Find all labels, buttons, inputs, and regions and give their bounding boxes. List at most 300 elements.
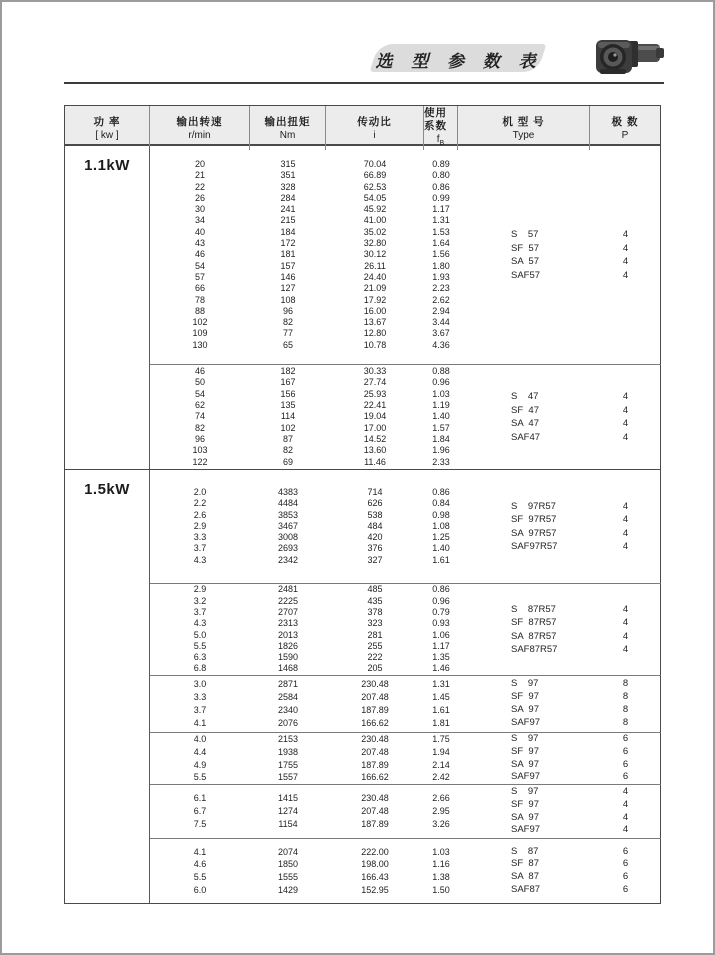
torque-cell: 4383 xyxy=(277,486,299,497)
poles-cell: 4 xyxy=(622,431,629,443)
type-label: SF 97 xyxy=(511,745,539,757)
torque-cell: 167 xyxy=(280,377,296,388)
table-row xyxy=(150,858,458,871)
torque-cell: 1557 xyxy=(277,772,299,783)
service-factor-cell: 1.17 xyxy=(432,204,450,215)
ratio-cell: 378 xyxy=(367,606,383,617)
service-factor-cell: 1.45 xyxy=(432,692,450,703)
type-row xyxy=(458,691,661,704)
type-label: SF 57 xyxy=(511,242,539,254)
type-label: SAF97R57 xyxy=(511,541,558,552)
table-row xyxy=(150,596,458,607)
ratio-cell: 198.00 xyxy=(361,859,389,870)
ratio-cell: 10.78 xyxy=(363,339,387,350)
ratio-cell: 281 xyxy=(367,629,383,640)
power-section xyxy=(65,469,660,903)
speed-cell: 96 xyxy=(194,433,205,444)
torque-cell: 127 xyxy=(280,283,296,294)
speed-cell: 5.5 xyxy=(193,640,207,651)
torque-cell: 3853 xyxy=(277,509,299,520)
service-factor-cell: 1.84 xyxy=(432,433,450,444)
torque-cell: 2871 xyxy=(277,679,299,690)
type-row xyxy=(458,771,661,784)
speed-cell: 4.9 xyxy=(193,759,207,770)
torque-cell: 2707 xyxy=(277,606,299,617)
service-factor-cell: 3.67 xyxy=(432,328,450,339)
poles-cell: 4 xyxy=(622,229,629,240)
type-label: SAF47 xyxy=(511,431,541,443)
speed-cell: 5.5 xyxy=(193,872,207,883)
ratio-cell: 32.80 xyxy=(363,238,387,249)
speed-cell: 7.5 xyxy=(193,819,207,830)
service-factor-cell: 4.36 xyxy=(432,339,450,350)
table-row xyxy=(150,584,458,595)
type-label: SF 97 xyxy=(511,798,539,810)
table-row xyxy=(150,498,458,509)
type-row xyxy=(458,513,661,527)
type-label: S 47 xyxy=(511,391,539,402)
torque-cell: 1468 xyxy=(277,663,299,674)
type-label: S 97 xyxy=(511,733,539,744)
service-factor-cell: 1.35 xyxy=(432,652,450,663)
table-row xyxy=(150,215,458,226)
torque-cell: 2481 xyxy=(277,584,299,595)
service-factor-cell: 1.94 xyxy=(432,746,450,757)
service-factor-cell: 1.31 xyxy=(432,679,450,690)
type-row xyxy=(458,242,661,256)
ratio-cell: 13.60 xyxy=(363,445,387,456)
header-col-type: 机 型 号 Type xyxy=(458,106,590,150)
poles-cell: 6 xyxy=(622,771,629,783)
torque-cell: 1274 xyxy=(277,806,299,817)
service-factor-cell: 0.79 xyxy=(432,606,450,617)
type-row xyxy=(458,269,661,283)
speed-cell: 6.7 xyxy=(193,806,207,817)
torque-cell: 77 xyxy=(282,328,293,339)
torque-cell: 184 xyxy=(280,226,296,237)
ratio-cell: 230.48 xyxy=(361,734,389,744)
speed-cell: 20 xyxy=(194,158,205,169)
type-row xyxy=(458,717,661,730)
torque-cell: 351 xyxy=(280,170,296,181)
torque-cell: 82 xyxy=(282,445,293,456)
table-row xyxy=(150,846,458,859)
ratio-block xyxy=(150,675,661,732)
table-row xyxy=(150,771,458,784)
speed-cell: 4.1 xyxy=(193,717,207,728)
service-factor-cell: 1.93 xyxy=(432,271,450,282)
type-label: SA 97 xyxy=(511,811,539,823)
type-row xyxy=(458,678,661,691)
table-row xyxy=(150,704,458,717)
type-label: SA 97 xyxy=(511,704,539,715)
table-row xyxy=(150,630,458,641)
torque-cell: 215 xyxy=(280,215,296,226)
poles-cell: 4 xyxy=(622,514,629,525)
service-factor-cell: 1.64 xyxy=(432,238,450,249)
speed-cell: 54 xyxy=(194,388,205,399)
speed-cell: 2.0 xyxy=(193,486,207,497)
speed-cell: 46 xyxy=(194,366,205,377)
type-row xyxy=(458,799,661,812)
poles-cell: 6 xyxy=(622,871,629,883)
ratio-cell: 45.92 xyxy=(363,204,387,215)
torque-cell: 2076 xyxy=(277,717,299,728)
table-row xyxy=(150,411,458,422)
section-blocks xyxy=(150,470,661,903)
type-row xyxy=(458,704,661,717)
table-row xyxy=(150,182,458,193)
type-label: SA 87 xyxy=(511,871,539,883)
service-factor-cell: 2.66 xyxy=(432,793,450,804)
ratio-cell: 21.09 xyxy=(363,283,387,294)
service-factor-cell: 1.03 xyxy=(432,388,450,399)
type-row xyxy=(458,417,661,431)
speed-cell: 130 xyxy=(192,339,208,350)
selection-parameter-table xyxy=(64,105,661,904)
service-factor-cell: 1.46 xyxy=(432,663,450,674)
service-factor-cell: 1.53 xyxy=(432,226,450,237)
type-label: SF 47 xyxy=(511,404,539,416)
service-factor-cell: 1.19 xyxy=(432,400,450,411)
torque-cell: 2693 xyxy=(277,543,299,554)
header-col-speed: 输出转速 r/min xyxy=(150,106,250,150)
header-col-power: 功 率 [ kw ] xyxy=(65,106,150,150)
service-factor-cell: 1.06 xyxy=(432,629,450,640)
service-factor-cell: 1.50 xyxy=(432,884,450,895)
speed-cell: 4.3 xyxy=(193,554,207,565)
numeric-rows xyxy=(150,470,458,583)
ratio-cell: 17.92 xyxy=(363,294,387,305)
table-row xyxy=(150,510,458,521)
speed-cell: 78 xyxy=(194,294,205,305)
poles-cell: 6 xyxy=(622,883,629,895)
service-factor-cell: 3.26 xyxy=(432,819,450,830)
table-row xyxy=(150,607,458,618)
ratio-cell: 14.52 xyxy=(363,433,387,444)
type-row xyxy=(458,759,661,772)
poles-cell: 4 xyxy=(622,404,629,416)
service-factor-cell: 1.40 xyxy=(432,411,450,422)
ratio-cell: 187.89 xyxy=(361,705,389,715)
type-row xyxy=(458,540,661,554)
header-col-poles: 极 数 P xyxy=(611,115,639,141)
type-label: S 97 xyxy=(511,786,539,798)
header-rule xyxy=(64,82,664,84)
table-row xyxy=(150,434,458,445)
table-row xyxy=(150,317,458,328)
poles-cell: 6 xyxy=(622,858,629,870)
speed-cell: 4.0 xyxy=(193,734,207,744)
ratio-block xyxy=(150,364,661,469)
service-factor-cell: 0.86 xyxy=(432,584,450,595)
service-factor-cell: 1.17 xyxy=(432,640,450,651)
table-row xyxy=(150,652,458,663)
speed-cell: 43 xyxy=(194,238,205,249)
ratio-cell: 327 xyxy=(367,554,383,565)
ratio-cell: 166.62 xyxy=(361,772,389,783)
type-row xyxy=(458,786,661,799)
ratio-cell: 13.67 xyxy=(363,317,387,328)
speed-cell: 6.3 xyxy=(193,652,207,663)
type-row xyxy=(458,228,661,242)
poles-cell: 4 xyxy=(622,644,629,655)
type-label: SAF97 xyxy=(511,716,541,728)
ratio-cell: 35.02 xyxy=(363,226,387,237)
poles-cell: 6 xyxy=(622,845,629,857)
table-row xyxy=(150,249,458,260)
speed-cell: 21 xyxy=(194,170,205,181)
torque-cell: 2342 xyxy=(277,554,299,565)
torque-cell: 156 xyxy=(280,388,296,399)
service-factor-cell: 2.62 xyxy=(432,294,450,305)
poles-cell: 8 xyxy=(622,704,629,715)
ratio-cell: 230.48 xyxy=(361,793,389,804)
power-label: 1.5kW xyxy=(65,470,150,903)
ratio-cell: 25.93 xyxy=(363,388,387,399)
type-label: SAF97 xyxy=(511,824,541,836)
table-row xyxy=(150,423,458,434)
type-row xyxy=(458,643,661,657)
poles-cell: 4 xyxy=(622,617,629,628)
type-label: SF 87R57 xyxy=(511,617,557,628)
table-row xyxy=(150,193,458,204)
ratio-block xyxy=(150,838,661,903)
speed-cell: 3.7 xyxy=(193,705,207,715)
speed-cell: 109 xyxy=(192,328,208,339)
service-factor-cell: 1.81 xyxy=(432,717,450,728)
table-row xyxy=(150,389,458,400)
table-row xyxy=(150,238,458,249)
type-row xyxy=(458,858,661,871)
speed-cell: 4.6 xyxy=(193,859,207,870)
speed-cell: 2.9 xyxy=(193,584,207,595)
service-factor-cell: 1.40 xyxy=(432,543,450,554)
ratio-cell: 41.00 xyxy=(363,215,387,226)
table-row xyxy=(150,733,458,746)
service-factor-cell: 1.16 xyxy=(432,859,450,870)
service-factor-cell: 1.31 xyxy=(432,215,450,226)
table-row xyxy=(150,400,458,411)
poles-cell: 4 xyxy=(622,391,629,402)
gearmotor-photo-icon xyxy=(592,36,666,78)
type-row xyxy=(458,390,661,404)
torque-cell: 2340 xyxy=(277,705,299,715)
service-factor-cell: 1.75 xyxy=(432,734,450,744)
service-factor-cell: 1.25 xyxy=(432,532,450,543)
service-factor-cell: 1.56 xyxy=(432,249,450,260)
torque-cell: 96 xyxy=(282,305,293,316)
table-row xyxy=(150,340,458,351)
type-row xyxy=(458,746,661,759)
poles-cell: 4 xyxy=(622,527,629,539)
speed-cell: 3.3 xyxy=(193,692,207,703)
torque-cell: 315 xyxy=(280,158,296,169)
poles-cell: 8 xyxy=(622,691,629,703)
torque-cell: 1755 xyxy=(277,759,299,770)
speed-cell: 5.5 xyxy=(193,772,207,783)
type-label: SA 97R57 xyxy=(511,527,557,539)
numeric-rows xyxy=(150,365,458,469)
torque-cell: 87 xyxy=(282,433,293,444)
ratio-cell: 205 xyxy=(367,663,383,674)
service-factor-cell: 0.86 xyxy=(432,486,450,497)
ratio-block xyxy=(150,784,661,838)
type-row xyxy=(458,500,661,514)
type-label: S 97 xyxy=(511,678,539,690)
numeric-rows xyxy=(150,584,458,675)
torque-cell: 65 xyxy=(282,339,293,350)
type-rows xyxy=(458,733,661,784)
poles-cell: 4 xyxy=(622,786,629,798)
ratio-cell: 54.05 xyxy=(363,192,387,203)
table-row xyxy=(150,663,458,674)
table-row xyxy=(150,328,458,339)
torque-cell: 4484 xyxy=(277,498,299,509)
type-row xyxy=(458,527,661,541)
poles-cell: 8 xyxy=(622,716,629,728)
poles-cell: 4 xyxy=(622,603,629,615)
header-col-torque: 输出扭矩 Nm xyxy=(250,106,326,150)
service-factor-cell: 0.86 xyxy=(432,181,450,192)
service-factor-cell: 2.14 xyxy=(432,759,450,770)
ratio-cell: 207.48 xyxy=(361,806,389,817)
table-row xyxy=(150,543,458,554)
service-factor-cell: 0.96 xyxy=(432,595,450,606)
torque-cell: 135 xyxy=(280,400,296,411)
numeric-rows xyxy=(150,733,458,784)
torque-cell: 1154 xyxy=(278,819,298,830)
type-label: SAF97 xyxy=(511,771,541,783)
table-body xyxy=(65,146,660,903)
speed-cell: 66 xyxy=(194,283,205,294)
speed-cell: 62 xyxy=(194,400,205,411)
ratio-cell: 207.48 xyxy=(361,692,389,703)
ratio-cell: 11.46 xyxy=(364,456,386,467)
service-factor-cell: 3.44 xyxy=(432,317,450,328)
torque-cell: 1826 xyxy=(277,640,299,651)
ratio-cell: 152.95 xyxy=(361,884,389,895)
speed-cell: 46 xyxy=(194,249,205,260)
torque-cell: 1415 xyxy=(277,793,299,804)
torque-cell: 1429 xyxy=(277,884,299,895)
table-row xyxy=(150,272,458,283)
header-col-ratio: 传动比 i xyxy=(326,106,424,150)
speed-cell: 6.8 xyxy=(193,663,207,674)
service-factor-cell: 0.98 xyxy=(432,509,450,520)
section-blocks xyxy=(150,146,661,469)
speed-cell: 3.7 xyxy=(193,606,207,617)
ratio-cell: 16.00 xyxy=(363,305,387,316)
type-label: SAF87R57 xyxy=(511,644,558,655)
poles-cell: 4 xyxy=(622,242,629,254)
table-row xyxy=(150,805,458,818)
ratio-cell: 166.43 xyxy=(361,872,389,883)
type-label: S 87 xyxy=(511,845,539,857)
poles-cell: 4 xyxy=(622,798,629,810)
ratio-cell: 70.04 xyxy=(363,158,387,169)
speed-cell: 50 xyxy=(194,377,205,388)
type-row xyxy=(458,603,661,617)
speed-cell: 3.7 xyxy=(193,543,207,554)
ratio-cell: 222 xyxy=(367,652,383,663)
service-factor-cell: 1.57 xyxy=(432,422,450,433)
type-label: SAF87 xyxy=(511,883,541,895)
speed-cell: 22 xyxy=(194,181,205,192)
speed-cell: 2.9 xyxy=(193,520,207,531)
type-row xyxy=(458,846,661,859)
ratio-cell: 714 xyxy=(367,486,383,497)
table-row xyxy=(150,555,458,566)
poles-cell: 4 xyxy=(622,269,629,281)
table-row xyxy=(150,159,458,170)
service-factor-cell: 2.33 xyxy=(432,456,450,467)
ratio-cell: 12.80 xyxy=(363,328,387,339)
speed-cell: 34 xyxy=(194,215,205,226)
speed-cell: 82 xyxy=(194,422,205,433)
table-row xyxy=(150,818,458,831)
type-label: SF 97R57 xyxy=(511,514,557,525)
ratio-cell: 323 xyxy=(367,618,383,629)
type-row xyxy=(458,884,661,897)
poles-cell: 6 xyxy=(622,745,629,757)
service-factor-cell: 1.96 xyxy=(432,445,450,456)
type-row xyxy=(458,431,661,445)
ratio-block xyxy=(150,732,661,784)
torque-cell: 157 xyxy=(280,260,296,271)
table-row xyxy=(150,641,458,652)
type-row xyxy=(458,630,661,644)
ratio-cell: 420 xyxy=(367,532,383,543)
type-rows xyxy=(458,365,661,469)
poles-cell: 4 xyxy=(622,500,629,512)
table-row xyxy=(150,204,458,215)
service-factor-cell: 1.80 xyxy=(432,260,450,271)
ratio-cell: 484 xyxy=(367,520,383,531)
type-row xyxy=(458,255,661,269)
poles-cell: 4 xyxy=(622,256,629,267)
speed-cell: 4.1 xyxy=(193,846,207,857)
table-row xyxy=(150,487,458,498)
ratio-cell: 66.89 xyxy=(363,170,387,181)
table-row xyxy=(150,759,458,772)
table-row xyxy=(150,884,458,897)
ratio-cell: 62.53 xyxy=(363,181,387,192)
ratio-cell: 26.11 xyxy=(364,260,386,271)
ratio-cell: 27.74 xyxy=(363,377,387,388)
ratio-cell: 24.40 xyxy=(363,271,387,282)
ratio-cell: 187.89 xyxy=(361,819,389,830)
service-factor-cell: 1.61 xyxy=(432,705,450,715)
torque-cell: 172 xyxy=(280,238,296,249)
type-row xyxy=(458,733,661,746)
service-factor-cell: 0.99 xyxy=(432,192,450,203)
numeric-rows xyxy=(150,146,458,364)
type-rows xyxy=(458,676,661,732)
service-factor-cell: 0.84 xyxy=(432,498,450,509)
speed-cell: 88 xyxy=(194,305,205,316)
ratio-cell: 30.12 xyxy=(363,249,387,260)
poles-cell: 4 xyxy=(622,630,629,642)
ratio-block xyxy=(150,583,661,675)
table-header-row xyxy=(65,106,660,146)
header-col-service-factor: 使用系数 $f_B$ xyxy=(424,106,458,150)
torque-cell: 146 xyxy=(280,271,296,282)
type-row xyxy=(458,404,661,418)
ratio-cell: 19.04 xyxy=(363,411,387,422)
poles-cell: 4 xyxy=(622,824,629,836)
type-label: SF 87 xyxy=(511,858,539,870)
